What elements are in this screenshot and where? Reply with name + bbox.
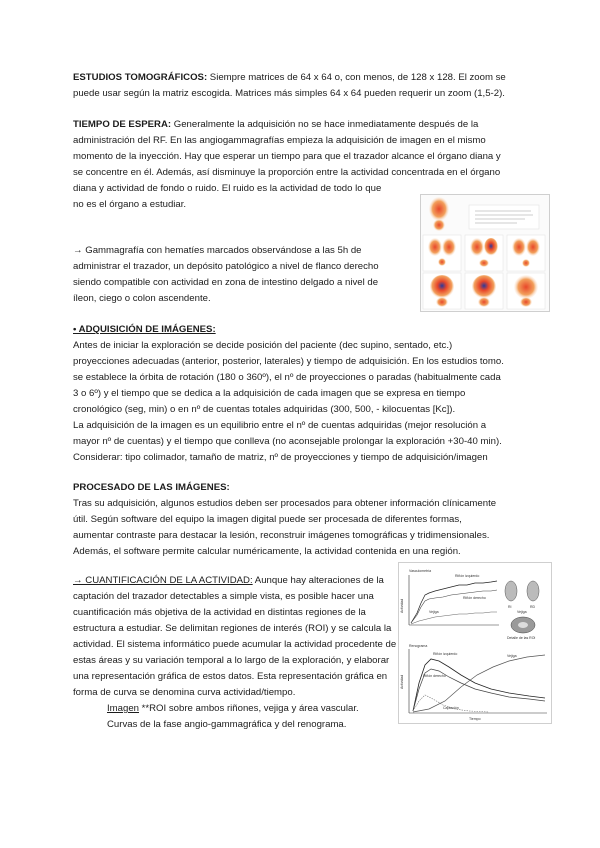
waiting-line-5: diana y actividad de fondo o ruido. El ruido es la actividad de todo lo que bbox=[73, 183, 382, 194]
acquisition-line-8: Considerar: tipo colimador, tamaño de matriz, nº de proyecciones y tiempo de adquisición/imagen bbox=[73, 452, 488, 463]
scan-panel-3 bbox=[465, 235, 503, 271]
acquisition-line-4: 3 o 6º) y el tiempo que se dedica a la adquisición de cada imagen que se expresa en tiempo bbox=[73, 388, 466, 399]
tomographic-line-1: ESTUDIOS TOMOGRÁFICOS: Siempre matrices de 64 x 64 o, con menos, de 128 x 128. El zoom se bbox=[73, 72, 506, 83]
hematies-line-3: siendo compatible con actividad en zona de intestino delgado a nivel de bbox=[73, 277, 379, 288]
waiting-line-1: TIEMPO DE ESPERA: Generalmente la adquisición no se hace inmediatamente después de la bbox=[73, 119, 479, 130]
quantification-line-1: → CUANTIFICACIÓN DE LA ACTIVIDAD: Aunque hay alteraciones de la bbox=[73, 575, 384, 586]
processing-line-1: Tras su adquisición, algunos estudios deben ser procesados para obtener información clínicamente bbox=[73, 498, 497, 509]
hematies-line-1: → Gammagrafía con hematíes marcados observándose a las 5h de bbox=[73, 245, 362, 256]
tomographic-line-2: puede usar según la matriz escogida. Matrices más simples 64 x 64 pueden requerir un zoom (1,5-2). bbox=[73, 88, 505, 99]
top-ylabel: Actividad bbox=[400, 598, 404, 613]
top-curve-bladder bbox=[411, 612, 497, 624]
bottom-plot-title: Renograma bbox=[409, 644, 428, 648]
waiting-line-3: momento de la inyección. Hay que esperar un tiempo para que el trazador alcance el órgano diana y bbox=[73, 151, 501, 162]
bottom-legend-1: Riñón izquierdo bbox=[433, 652, 458, 656]
scan-panel-5 bbox=[423, 273, 461, 309]
top-legend-3: Vejiga bbox=[429, 610, 439, 614]
quantification-line-3: cuantificación más objetiva de la actividad en distintas regiones de la bbox=[73, 607, 366, 618]
scan-panel-4 bbox=[507, 235, 545, 271]
bottom-legend-3: Vejiga bbox=[507, 654, 517, 658]
roi-label-rd: RD bbox=[530, 605, 536, 609]
bottom-ylabel: Actividad bbox=[400, 674, 404, 689]
waiting-line-4: se concentre en él. Además, así disminuye la proporción entre la actividad concentrada en el órgano bbox=[73, 167, 501, 178]
roi-label-ri: RI bbox=[508, 605, 512, 609]
top-legend-2: Riñón derecho bbox=[463, 596, 486, 600]
acquisition-line-3: se establece la órbita de rotación (180 o 360º), el nº de proyecciones o paradas (habitualmente cada bbox=[73, 372, 501, 383]
processing-line-2: útil. Según software del equipo la imagen digital puede ser procesada de diferentes formas, bbox=[73, 514, 462, 525]
roi-label-bladder: Vejiga bbox=[517, 610, 527, 614]
scan-panel-6 bbox=[465, 273, 503, 309]
bottom-xlabel: Tiempo bbox=[469, 717, 481, 721]
hematies-line-4: íleon, ciego o colon ascendente. bbox=[73, 293, 211, 304]
acquisition-line-2: proyecciones adecuadas (anterior, posterior, laterales) y tiempo de adquisición. En los estudios tomo. bbox=[73, 356, 504, 367]
top-plot-title: Vasculometría bbox=[409, 569, 432, 573]
quantification-title: → CUANTIFICACIÓN DE LA ACTIVIDAD: bbox=[73, 575, 253, 586]
vasculometry-plot bbox=[400, 569, 499, 625]
curves-caption: Curvas de la fase angio-gammagráfica y del renograma. bbox=[107, 719, 347, 730]
quantification-line-5: actividad. El sistema informático puede acumular la actividad procedente de bbox=[73, 639, 397, 650]
waiting-line-2: administración del RF. En las angiogammagrafías empieza la adquisición de imagen en el mismo bbox=[73, 135, 486, 146]
acquisition-line-6: La adquisición de la imagen es un equilibrio entre el nº de cuentas adquiridas (mejor resolución a bbox=[73, 420, 487, 431]
roi-diagram bbox=[505, 581, 539, 640]
processing-line-4: Además, el software permite calcular numéricamente, la actividad contenida en una región. bbox=[73, 546, 461, 557]
bottom-legend-2: Riñón derecho bbox=[423, 674, 446, 678]
activity-curves-svg bbox=[399, 563, 551, 723]
bottom-curve-left-kidney bbox=[413, 659, 545, 711]
activity-curves-figure bbox=[398, 562, 552, 724]
tomographic-title: ESTUDIOS TOMOGRÁFICOS: bbox=[73, 72, 208, 83]
acquisition-line-5: cronológico (seg, min) o en nº de cuentas totales adquiridas (300, 500, - kilocuentas [Kc]). bbox=[73, 404, 456, 415]
hematies-line-2: administrar el trazador, un depósito patológico a nivel de flanco derecho bbox=[73, 261, 379, 272]
quantification-line-8: forma de curva se denomina curva actividad/tiempo. bbox=[73, 687, 296, 698]
top-curve-right-kidney bbox=[411, 590, 497, 623]
processing-line-3: aumentar contraste para destacar la lesión, reconstruir imágenes tomográficas y tridimensionales. bbox=[73, 530, 490, 541]
scan-caption-panel bbox=[469, 205, 539, 229]
scan-panel-7 bbox=[507, 273, 545, 309]
bottom-curve-bladder bbox=[413, 655, 545, 712]
image-caption-line: Imagen **ROI sobre ambos riñones, vejiga y área vascular. bbox=[107, 703, 359, 714]
acquisition-line-1: Antes de iniciar la exploración se decide posición del paciente (dec supino, sentado, etc.) bbox=[73, 340, 453, 351]
gammagraphy-figure bbox=[420, 194, 550, 312]
image-label: Imagen bbox=[107, 703, 139, 714]
gammagraphy-scan-grid bbox=[421, 195, 549, 311]
waiting-line-6: no es el órgano a estudiar. bbox=[73, 199, 187, 210]
processing-title: PROCESADO DE LAS IMÁGENES: bbox=[73, 482, 230, 493]
bottom-legend-4: Captación bbox=[443, 706, 459, 710]
acquisition-title: • ADQUISICIÓN DE IMÁGENES: bbox=[73, 324, 216, 335]
quantification-line-7: una representación gráfica de estos datos. Esta representación gráfica en bbox=[73, 671, 388, 682]
renogram-plot bbox=[400, 644, 547, 721]
quantification-line-6: estas áreas y su variación temporal a lo largo de la exploración, y elaborar bbox=[73, 655, 390, 666]
scan-panel-1 bbox=[429, 197, 449, 231]
roi-detail-label: Detalle de las ROI bbox=[507, 636, 536, 640]
top-curve-left-kidney bbox=[411, 581, 497, 623]
waiting-title: TIEMPO DE ESPERA: bbox=[73, 119, 172, 130]
scan-panel-2 bbox=[423, 235, 461, 271]
top-legend-1: Riñón izquierdo bbox=[455, 574, 480, 578]
quantification-line-2: captación del trazador detectables a simple vista, es posible hacer una bbox=[73, 591, 374, 602]
quantification-line-4: estructura a estudiar. Se delimitan regiones de interés (ROI) y se calcula la bbox=[73, 623, 392, 634]
acquisition-line-7: mayor nº de cuentas) y el tiempo que conlleva (no aconsejable prolongar la exploración +30-40 min). bbox=[73, 436, 502, 447]
